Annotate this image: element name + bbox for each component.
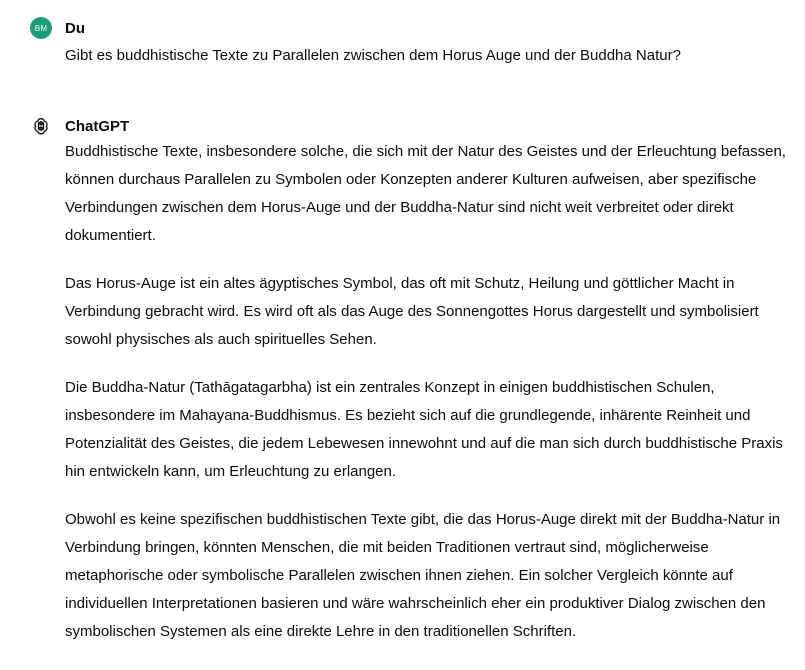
assistant-paragraph-4: Obwohl es keine spezifischen buddhistischen Texte gibt, die das Horus-Auge direkt mit der Buddha-Natur in Verbindung bringen, könnten Menschen, die mit beiden Traditionen vertraut sind, möglicherweise metaphorische oder symbolische Parallelen zwischen ihnen ziehen. Ein solcher Vergleich könnte auf individuellen Interpretationen basieren und wäre wahrscheinlich eher ein produktiver Dialog zwischen den symbolischen Systemen als eine direkte Lehre in den traditionellen Schriften. [65,511,781,640]
user-message-text: Gibt es buddhistische Texte zu Parallelen zwischen dem Horus Auge und der Buddha Natur? [65,47,681,64]
user-avatar [30,17,52,39]
assistant-author-name: ChatGPT [65,118,130,135]
openai-logo-icon [30,115,52,137]
user-author-name: Du [65,20,85,37]
assistant-paragraph-1: Buddhistische Texte, insbesondere solche, die sich mit der Natur des Geistes und der Erleuchtung befassen, können durchaus Parallelen zu Symbolen oder Konzepten anderer Kulturen aufweisen, aber spezifische Verbindungen zwischen dem Horus-Auge und der Buddha-Natur sind nicht weit verbreitet oder direkt dokumentiert. [65,143,786,244]
assistant-paragraph-3: Die Buddha-Natur (Tathāgatagarbha) ist ein zentrales Konzept in einigen buddhistischen Schulen, insbesondere im Mahayana-Buddhismus. Es bezieht sich auf die grundlegende, inhärente Reinheit und Potenzialität des Geistes, die jedem Lebewesen innewohnt und auf die man sich durch buddhistische Praxis hin entwickeln kann, um Erleuchtung zu erlangen. [65,379,783,480]
user-avatar-initials: BM [34,23,48,33]
assistant-message-body [65,138,795,666]
assistant-paragraph-2: Das Horus-Auge ist ein altes ägyptisches Symbol, das oft mit Schutz, Heilung und göttlicher Macht in Verbindung gebracht wird. Es wird oft als das Auge des Sonnengottes Horus dargestellt und symbolisiert sowohl physisches als auch spirituelles Sehen. [65,275,759,348]
